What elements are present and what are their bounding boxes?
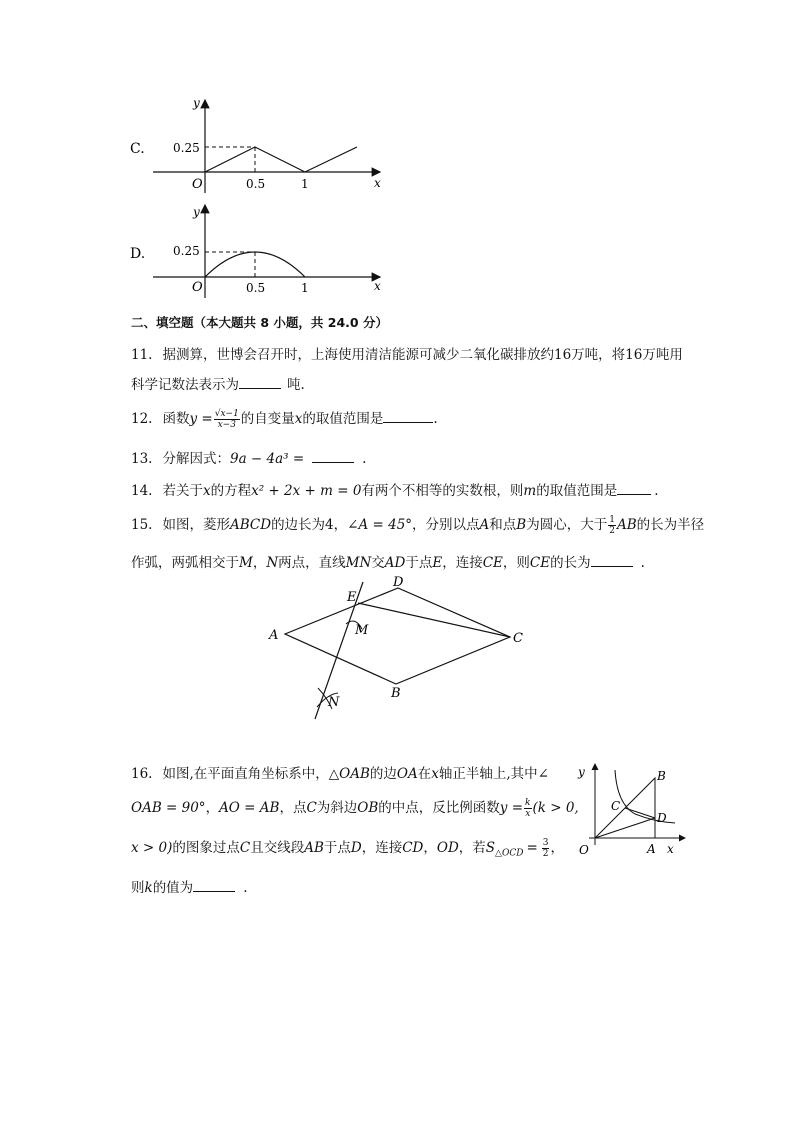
formula: (k > 0, <box>532 800 579 816</box>
y-axis-label: y <box>193 205 200 219</box>
question-text: 两点，直线 <box>278 555 346 571</box>
point-label: C <box>611 799 621 813</box>
answer-blank[interactable] <box>312 450 354 463</box>
question-11-line2 <box>131 373 305 393</box>
numerator: 3 <box>542 838 549 848</box>
question-text: 则 <box>131 880 145 896</box>
point: A <box>479 517 490 533</box>
axis-label: y <box>578 765 585 779</box>
answer-blank[interactable] <box>617 482 651 495</box>
area-symbol: S <box>485 840 496 856</box>
question-16 <box>131 762 549 782</box>
point-label: N <box>328 695 340 710</box>
point-label: A <box>269 628 279 643</box>
question-text: 如图,在平面直角坐标系中， <box>162 766 329 782</box>
answer-blank[interactable] <box>383 410 433 423</box>
numerator: k <box>525 798 531 808</box>
point-label: B <box>657 769 666 783</box>
question-text: = <box>526 840 538 856</box>
question-text: 且交线段 <box>250 840 305 856</box>
formula: 9a − 4a³ = <box>229 451 305 467</box>
question-16-line4 <box>131 876 247 896</box>
fraction <box>542 838 550 859</box>
segment: OB <box>357 800 379 816</box>
question-number: 16. <box>131 766 153 782</box>
variable: x <box>431 766 439 782</box>
question-text: . <box>433 411 438 427</box>
coordinate-figure <box>575 760 695 860</box>
question-16-line2 <box>131 796 579 819</box>
point-label: C <box>513 631 523 646</box>
point-label: O <box>579 843 589 857</box>
question-text: . <box>654 483 659 499</box>
question-number: 13. <box>131 451 153 467</box>
x-tick-label: 1 <box>301 281 309 295</box>
segment: CE <box>529 555 551 571</box>
question-text: 的自变量 <box>240 411 295 427</box>
segment: AD <box>384 555 406 571</box>
formula: OAB = 90° <box>131 800 206 816</box>
question-text: 轴正半轴上,其中∠ <box>438 766 549 782</box>
point-label: M <box>355 623 369 638</box>
question-text: 有两个不相等的实数根，则 <box>361 483 524 499</box>
question-text: ，连接 <box>442 555 483 571</box>
origin-label: O <box>192 177 203 192</box>
axis-label: x <box>667 842 674 856</box>
function-curve <box>205 147 357 172</box>
segment: MN <box>345 555 372 571</box>
question-text: ，点 <box>279 800 307 816</box>
segment: AB <box>616 517 637 533</box>
answer-blank[interactable] <box>193 879 235 892</box>
x-axis-label: x <box>374 279 381 293</box>
question-text: ， <box>550 840 564 856</box>
point: B <box>516 517 527 533</box>
question-text: 函数 <box>162 411 190 427</box>
option-label: D. <box>130 246 146 262</box>
answer-blank[interactable] <box>591 554 633 567</box>
question-text: 分解因式： <box>162 451 230 467</box>
graph-d <box>125 200 395 300</box>
rhombus-figure <box>260 572 540 722</box>
question-text: 的方程 <box>210 483 252 499</box>
question-number: 15. <box>131 517 153 533</box>
question-12 <box>131 407 438 430</box>
area-subscript: △OCD <box>495 848 524 859</box>
question-text: 为斜边 <box>316 800 358 816</box>
question-text: 为圆心，大于 <box>526 517 608 533</box>
question-text: ，则 <box>502 555 530 571</box>
shape-name: ABCD <box>229 517 272 533</box>
fraction <box>608 515 616 536</box>
question-text: 交 <box>371 555 385 571</box>
formula: y = <box>499 800 524 816</box>
question-text: 和点 <box>489 517 517 533</box>
question-text: 的值为 <box>152 880 194 896</box>
section-title: 二、填空题（本大题共 8 小题，共 24.0 分） <box>131 315 388 330</box>
point-label: D <box>393 575 404 590</box>
question-text: . <box>362 451 367 467</box>
question-text: 的取值范围是 <box>536 483 618 499</box>
question-text: ，连接 <box>361 840 403 856</box>
question-14 <box>131 479 659 499</box>
question-text: 作弧，两弧相交于 <box>131 555 239 571</box>
question-number: 12. <box>131 411 153 427</box>
question-number: 14. <box>131 483 153 499</box>
question-text: 的边 <box>369 766 397 782</box>
numerator: √x−1 <box>214 409 239 419</box>
question-text: ， <box>423 840 437 856</box>
formula: AO = AB <box>219 800 280 816</box>
x-tick-label: 0.5 <box>246 281 266 295</box>
x-axis-label: x <box>374 176 381 190</box>
numerator: 1 <box>609 515 615 525</box>
equation: x² + 2x + m = 0 <box>251 483 362 499</box>
question-text: 的长为半径 <box>636 517 705 533</box>
x-tick-label: 0.5 <box>246 177 266 191</box>
question-text: 的图象过点 <box>172 840 240 856</box>
point: C <box>239 840 251 856</box>
fraction <box>214 409 240 430</box>
denominator: x−3 <box>217 420 236 430</box>
x-tick-label: 1 <box>301 177 309 191</box>
question-16-line3 <box>131 836 564 859</box>
question-text: 若关于 <box>162 483 203 499</box>
question-text: . <box>243 880 248 896</box>
segment: CE <box>482 555 503 571</box>
question-11 <box>131 343 683 363</box>
y-tick-label: 0.25 <box>173 141 200 155</box>
option-label: C. <box>130 141 145 157</box>
angle: ∠A = 45° <box>347 517 413 533</box>
origin-label: O <box>192 280 203 295</box>
question-text: ， <box>205 800 220 816</box>
variable: x <box>294 411 303 427</box>
y-tick-label: 0.25 <box>173 244 200 258</box>
question-text: 的长为 <box>550 555 591 571</box>
question-text: ，若 <box>458 840 486 856</box>
question-text: 的边长为4， <box>271 517 348 533</box>
answer-blank[interactable] <box>239 376 281 389</box>
question-text: . <box>640 555 645 571</box>
rhombus-outline <box>285 588 510 684</box>
point: E <box>432 555 443 571</box>
variable: x <box>202 483 211 499</box>
formula: y = <box>189 411 213 427</box>
question-15-line2 <box>131 551 645 571</box>
formula: x > 0) <box>131 840 173 856</box>
segment: AB <box>304 840 324 856</box>
question-text: 于点 <box>405 555 433 571</box>
question-text: ，分别以点 <box>412 517 480 533</box>
point: C <box>306 800 317 816</box>
point-label: A <box>647 842 656 856</box>
question-text: 的中点，反比例函数 <box>378 800 500 816</box>
question-text: 如图，菱形 <box>162 517 230 533</box>
question-text: ， <box>252 555 267 571</box>
segment: CD <box>402 840 424 856</box>
denominator: x <box>525 809 531 819</box>
variable: m <box>523 483 537 499</box>
point-label: D <box>657 811 667 825</box>
segment-ce <box>358 603 510 637</box>
question-text: 于点 <box>323 840 351 856</box>
point: D <box>350 840 362 856</box>
segment: OD <box>436 840 459 856</box>
question-text: 科学记数法表示为 <box>131 377 239 393</box>
segment-od <box>595 818 655 838</box>
point: M <box>239 555 253 571</box>
variable: k <box>144 880 153 896</box>
question-text: 在 <box>417 766 432 782</box>
question-number: 11. <box>131 347 153 363</box>
triangle: △OAB <box>328 766 370 782</box>
point: N <box>266 555 279 571</box>
point-label: B <box>391 686 401 701</box>
point-label: E <box>347 590 357 605</box>
question-text: 据测算，世博会召开时，上海使用清洁能源可减少二氧化碳排放约16万吨，将16万吨用 <box>162 347 683 363</box>
fraction <box>524 798 531 819</box>
question-13 <box>131 447 366 467</box>
y-axis-label: y <box>193 96 200 110</box>
question-text: 吨. <box>287 377 305 393</box>
question-text: 的取值范围是 <box>302 411 384 427</box>
graph-c <box>125 95 395 195</box>
segment: OA <box>396 766 418 782</box>
question-15 <box>131 513 704 536</box>
denominator: 2 <box>609 526 615 536</box>
denominator: 2 <box>542 849 549 859</box>
